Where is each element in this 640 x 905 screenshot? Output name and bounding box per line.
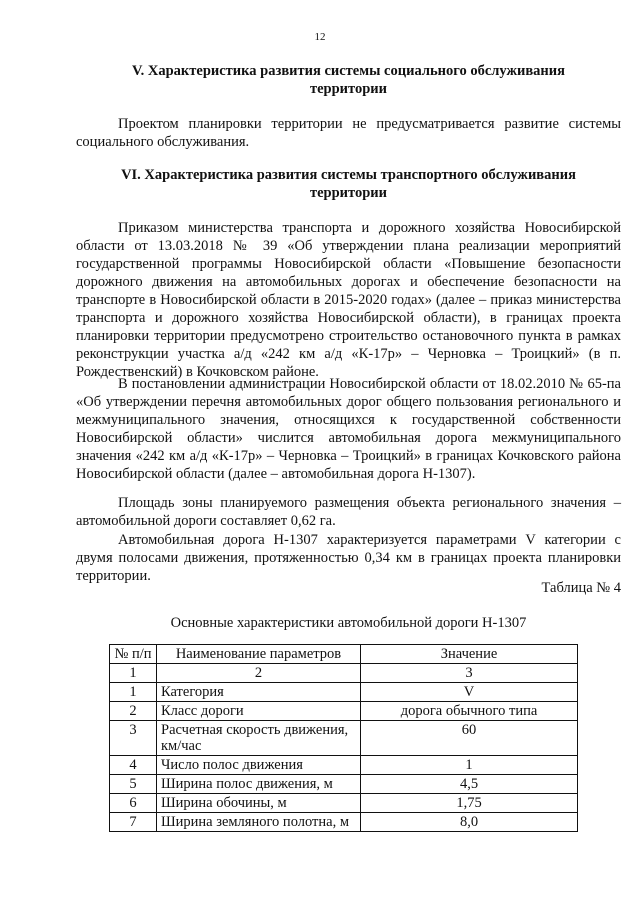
row-parameter: Ширина полос движения, м	[157, 775, 361, 794]
index-cell: 3	[361, 664, 578, 683]
row-value: дорога обычного типа	[361, 702, 578, 721]
row-number: 4	[110, 756, 157, 775]
table-title: Основные характеристики автомобильной дороги Н-1307	[170, 615, 527, 631]
index-cell: 2	[157, 664, 361, 683]
table-index-row	[110, 664, 578, 683]
section-6-paragraph-1: Приказом министерства транспорта и дорожного хозяйства Новосибирской области от 13.03.2018 № 39 «Об утверждении плана реализации мероприятий государственной программы Новосибирской области «Повышение безопасности дорожного движения на автомобильных дорогах и обеспечение безопасности на транспорте в Новосибирской области в 2015-2020 годах» (далее – приказ министерства транспорта и дорожного хозяйства Новосибирской области), в границах проекта планировки территории предусмотрено строительство остановочного пункта в рамках реконструкции участка а/д «242 км а/д «К-17р» – Черновка – Троицкий» (в п. Рождественский) в Кочковском районе.	[76, 220, 621, 380]
section-5-paragraph: Проектом планировки территории не предусматривается развитие системы социального обслуживания.	[76, 116, 621, 150]
section-5-title-line1: V. Характеристика развития системы социального обслуживания	[132, 63, 565, 79]
page-number: 12	[314, 31, 326, 43]
index-cell: 1	[110, 664, 157, 683]
row-parameter: Ширина земляного полотна, м	[157, 813, 361, 832]
table-row	[110, 702, 578, 721]
section-6-title-line2: территории	[310, 185, 387, 201]
row-number: 5	[110, 775, 157, 794]
table-row	[110, 683, 578, 702]
row-number: 1	[110, 683, 157, 702]
table-row	[110, 775, 578, 794]
header-parameter: Наименование параметров	[157, 645, 361, 664]
table-label: Таблица № 4	[541, 580, 621, 596]
table-row	[110, 721, 578, 756]
row-number: 6	[110, 794, 157, 813]
row-number: 7	[110, 813, 157, 832]
row-parameter: Расчетная скорость движения, км/час	[157, 721, 361, 756]
header-value: Значение	[361, 645, 578, 664]
table-row	[110, 794, 578, 813]
row-value: 8,0	[361, 813, 578, 832]
section-5-heading	[76, 62, 621, 98]
row-parameter: Число полос движения	[157, 756, 361, 775]
table-row	[110, 813, 578, 832]
table-row	[110, 756, 578, 775]
row-value: 1,75	[361, 794, 578, 813]
row-value: 4,5	[361, 775, 578, 794]
section-6-heading	[76, 166, 621, 202]
header-number: № п/п	[110, 645, 157, 664]
section-6-title-line1: VI. Характеристика развития системы транспортного обслуживания	[121, 167, 576, 183]
row-parameter: Категория	[157, 683, 361, 702]
row-value: 1	[361, 756, 578, 775]
section-6-paragraph-3: Площадь зоны планируемого размещения объекта регионального значения – автомобильной дороги составляет 0,62 га.	[76, 495, 621, 529]
section-5-title-line2: территории	[310, 81, 387, 97]
section-6-paragraph-4: Автомобильная дорога Н-1307 характеризуется параметрами V категории с двумя полосами движения, протяженностью 0,34 км в границах проекта планировки территории.	[76, 532, 621, 584]
row-value: V	[361, 683, 578, 702]
row-parameter: Ширина обочины, м	[157, 794, 361, 813]
row-parameter: Класс дороги	[157, 702, 361, 721]
road-parameters-table	[109, 644, 578, 832]
row-number: 2	[110, 702, 157, 721]
table-header-row	[110, 645, 578, 664]
row-number: 3	[110, 721, 157, 756]
row-value: 60	[361, 721, 578, 756]
section-6-paragraph-2: В постановлении администрации Новосибирской области от 18.02.2010 № 65-па «Об утверждении перечня автомобильных дорог общего пользования регионального и межмуниципального значения, относящихся к государственной собственности Новосибирской области» числится автомобильная дорога межмуниципального значения «242 км а/д «К-17р» – Черновка – Троицкий» в границах Кочковского района Новосибирской области (далее – автомобильная дорога Н-1307).	[76, 376, 621, 482]
